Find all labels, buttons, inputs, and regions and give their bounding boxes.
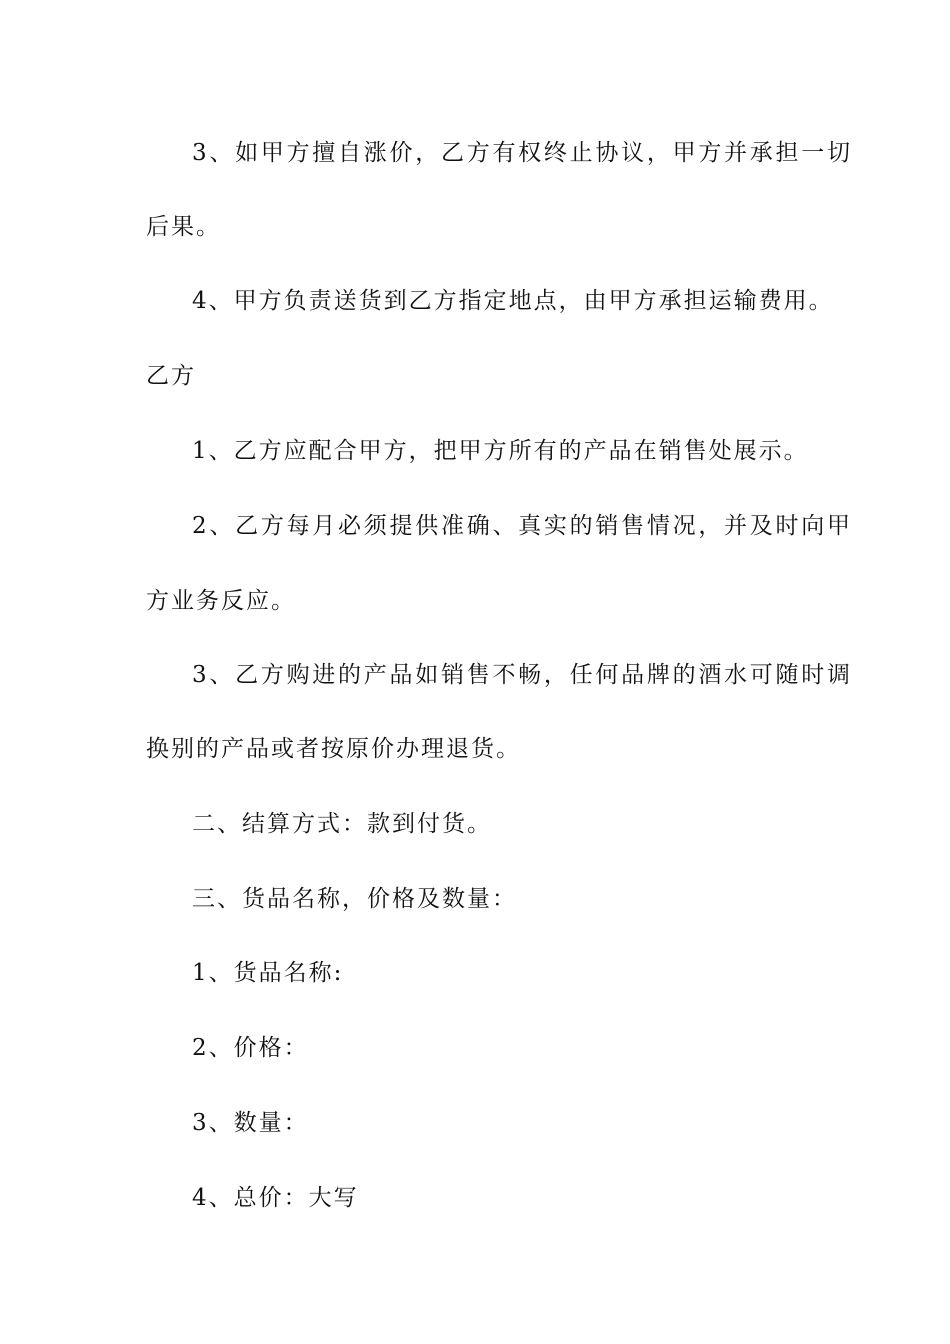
quantity-field: 3、数量： [192, 1110, 309, 1136]
goods-section-heading: 三、货品名称，价格及数量： [192, 886, 517, 912]
clause-b2-line2: 方业务反应。 [146, 588, 296, 614]
price-field: 2、价格： [192, 1035, 309, 1061]
party-b-heading: 乙方 [146, 363, 196, 389]
settlement-method: 二、结算方式：款到付货。 [192, 811, 492, 837]
clause-b2-line1: 2、乙方每月必须提供准确、真实的销售情况，并及时向甲 [192, 513, 852, 539]
clause-b3-line2: 换别的产品或者按原价办理退货。 [146, 736, 521, 762]
clause-a3-line1: 3、如甲方擅自涨价，乙方有权终止协议，甲方并承担一切 [192, 140, 852, 166]
clause-a3-line2: 后果。 [146, 214, 221, 240]
clause-a4: 4、甲方负责送货到乙方指定地点，由甲方承担运输费用。 [192, 288, 834, 314]
goods-name-field: 1、货品名称: [192, 960, 344, 986]
clause-b1: 1、乙方应配合甲方，把甲方所有的产品在销售处展示。 [192, 438, 809, 464]
total-price-field: 4、总价：大写 [192, 1185, 359, 1211]
clause-b3-line1: 3、乙方购进的产品如销售不畅，任何品牌的酒水可随时调 [192, 662, 852, 688]
